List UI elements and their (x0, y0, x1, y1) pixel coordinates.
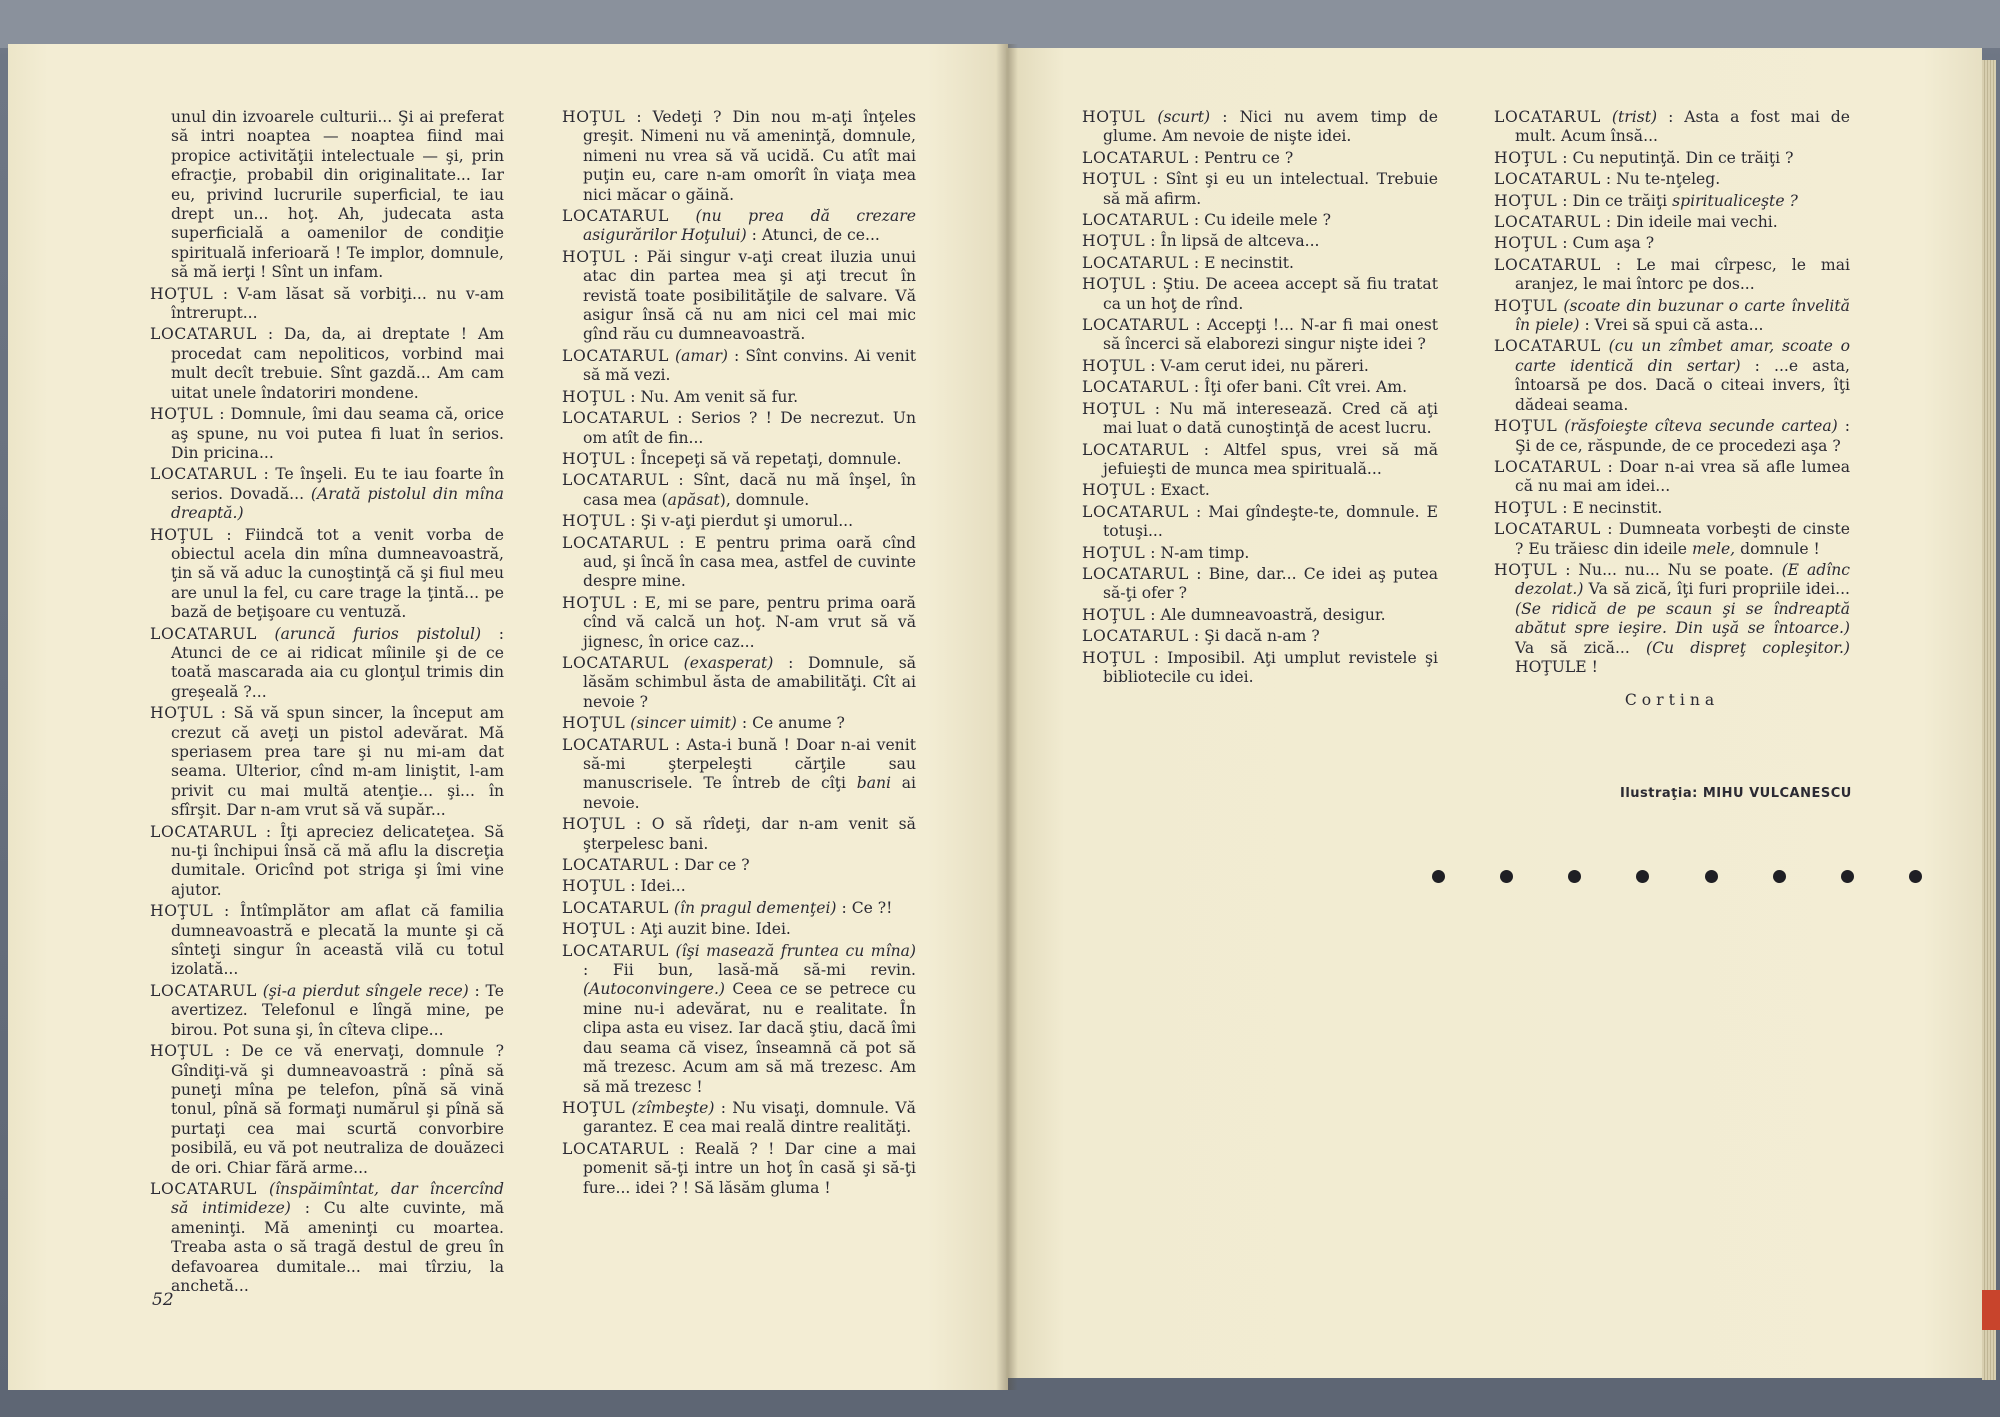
speaker-name: HOŢUL (150, 902, 214, 921)
speaker-name: LOCATARUL (150, 1179, 257, 1198)
dialogue-line (150, 1180, 504, 1296)
dialogue-line (1494, 499, 1850, 518)
dialogue-line (1082, 211, 1438, 230)
dialogue-text: : Ce anume ? (741, 714, 845, 733)
speaker-name: HOŢUL (1494, 498, 1558, 517)
dialogue-text: Va să zică, îţi furi propriile idei... (1583, 580, 1850, 599)
right-column-1 (1082, 108, 1438, 689)
stage-direction: bani (856, 774, 892, 793)
dialogue-text: : Să vă spun sincer, la început am crezut că aveţi un pistol adevărat. Mă speriasem prea tare şi nu mi-am dat seama. Ulterior, cînd m-am liniştit, l-am privit cu mai multă atenţie... şi... în sfîrşit. Dar n-am vrut să vă supăr... (171, 704, 504, 820)
stage-direction: (nu prea dă crezare asigurărilor Hoţului) (583, 207, 916, 245)
speaker-name: HOŢUL (1082, 648, 1146, 667)
dialogue-line (562, 815, 916, 854)
speaker-name: HOŢUL (1082, 170, 1146, 189)
stage-direction: (aruncă furios pistolul) (274, 624, 482, 643)
stage-direction: apăsat (667, 490, 720, 509)
speaker-name: LOCATARUL (1082, 211, 1189, 230)
speaker-name: HOŢUL (562, 387, 626, 406)
dialogue-text: : Cu alte cuvinte, mă ameninţi. Mă ameninţi cu moartea. Treaba asta o să tragă destul de greu în defavoarea dumitale... mai tîrziu, la anchetă... (171, 1199, 504, 1295)
dialogue-line (562, 409, 916, 448)
speaker-name: HOŢUL (562, 108, 626, 126)
speaker-name: HOŢUL (1494, 296, 1558, 315)
dialogue-text: : Fiindcă tot a venit vorba de obiectul acela din mîna dumneavoastră, ţin să vă aduc la cunoştinţă că şi fiul meu are unul la fel, cu care trage la ţintă... pe bază de beţişoare cu ventuză. (171, 525, 504, 622)
dialogue-text: ), domnule. (719, 490, 810, 509)
dialogue-line (1082, 627, 1438, 646)
stage-direction: (Arată pistolul din mîna dreaptă.) (171, 484, 504, 523)
speaker-name: LOCATARUL (150, 981, 257, 1000)
speaker-name: HOŢUL (562, 1098, 626, 1117)
dialogue-text: : E necinstit. (1193, 253, 1294, 272)
speaker-name: HOŢUL (150, 525, 214, 544)
dialogue-text: Va să zică... (1515, 638, 1646, 657)
dot-ornament (1773, 870, 1786, 883)
dialogue-line (1082, 108, 1438, 147)
speaker-name: HOŢUL (1082, 605, 1146, 624)
dialogue-text: domnule ! (1735, 539, 1820, 558)
dot-ornament (1705, 870, 1718, 883)
dialogue-line (1082, 441, 1438, 480)
credit-name: MIHU VULCANESCU (1702, 786, 1852, 801)
dialogue-line (562, 736, 916, 814)
speaker-name: HOŢUL (562, 920, 626, 939)
speaker-name: LOCATARUL (562, 409, 669, 428)
speaker-name: LOCATARUL (1082, 253, 1189, 272)
stage-direction: (scurt) (1157, 108, 1211, 126)
dialogue-text: : Pentru ce ? (1193, 148, 1294, 167)
dialogue-line (1082, 649, 1438, 688)
speaker-name: HOŢUL (562, 714, 626, 733)
stage-direction: (înspăimîntat, dar încercînd să intimideze) (171, 1179, 504, 1218)
book-cover-top (0, 0, 2000, 48)
dialogue-text: : Serios ? ! De necrezut. Un om atît de fin... (583, 409, 916, 447)
dialogue-text: : Imposibil. Aţi umplut revistele şi bibliotecile cu idei. (1103, 648, 1438, 686)
left-column-2 (562, 108, 916, 1200)
dialogue-text: : Doar n-ai vrea să afle lumea că nu mai am idei... (1515, 457, 1850, 496)
dialogue-text: : Ştiu. De aceea accept să fiu tratat ca un hoţ de rînd. (1103, 275, 1438, 313)
dialogue-line (150, 325, 504, 403)
dialogue-line (562, 920, 916, 939)
dot-ornament (1432, 870, 1445, 883)
illustration-credit (1620, 786, 1852, 801)
dialogue-text: : Atunci, de ce... (751, 226, 880, 245)
credit-label: Ilustraţia: (1620, 786, 1698, 801)
speaker-name: LOCATARUL (562, 856, 669, 875)
dialogue-text: : O să rîdeţi, dar n-am venit să şterpelesc bani. (583, 815, 916, 853)
dialogue-line (562, 534, 916, 592)
dialogue-text: : Cu neputinţă. Din ce trăiţi ? (1562, 148, 1794, 167)
dialogue-line (1082, 149, 1438, 168)
speaker-name: HOŢUL (1494, 417, 1558, 436)
stage-direction: (Cu dispreţ copleşitor.) (1645, 638, 1850, 657)
dialogue-text: : Vedeţi ? Din nou m-aţi înţeles greşit. Nimeni nu vă ameninţă, domnule, nimeni nu vrea să vă ucidă. Cu atît mai puţin eu, care n-am omorît în viaţa mea nici măcar o găină. (583, 108, 916, 204)
book-gutter (996, 44, 1018, 1390)
speaker-name: LOCATARUL (1082, 440, 1189, 459)
dialogue-text: : Reală ? ! Dar cine a mai pomenit să-ţi intre un hoţ în casă şi să-ţi fure... idei ? ! Să lăsăm gluma ! (583, 1139, 916, 1197)
speaker-name: HOŢUL (562, 247, 626, 266)
dialogue-line (562, 877, 916, 896)
dialogue-text: Ceea ce se petrece cu mine nu-i adevărat, nu e realitate. În clipa asta eu visez. Iar dacă ştiu, dacă îmi dau seama că visez, înseamnă că pot să mă trezesc. Acum am să mă trezesc. Am să mă trezesc ! (583, 980, 916, 1096)
dialogue-line (150, 625, 504, 703)
stage-direction: (răsfoieşte cîteva secunde cartea) (1564, 417, 1838, 436)
stage-direction: (trist) (1611, 108, 1658, 126)
dialogue-line (562, 347, 916, 386)
dialogue-text: : Asta-i bună ! Doar n-ai venit să-mi şterpeleşti cărţile sau manuscrisele. Te întreb de cîţi (583, 735, 916, 793)
right-column-2 (1494, 108, 1850, 711)
stage-direction: (E adînc dezolat.) (1515, 560, 1851, 599)
dialogue-line (562, 1140, 916, 1198)
dialogue-text: : Ale dumneavoastră, desigur. (1150, 605, 1386, 624)
dialogue-line (150, 704, 504, 820)
dialogue-text: : Vrei să spui că asta... (1584, 316, 1764, 335)
stage-direction: (Autoconvingere.) (583, 980, 725, 999)
speaker-name: HOŢUL (1082, 275, 1146, 294)
stage-direction: (zîmbeşte) (631, 1098, 715, 1117)
speaker-name: HOŢUL (150, 405, 214, 424)
dialogue-line (1494, 256, 1850, 295)
dialogue-text: : Cum aşa ? (1562, 234, 1655, 253)
speaker-name: LOCATARUL (1494, 255, 1601, 274)
dialogue-line (1082, 254, 1438, 273)
speaker-name: LOCATARUL (562, 653, 669, 672)
speaker-name: HOŢUL (1082, 481, 1146, 500)
dialogue-line (150, 902, 504, 980)
speaker-name: LOCATARUL (150, 822, 257, 841)
dialogue-text: : Nu visaţi, domnule. Vă garantez. E cea mai reală dintre realităţi. (583, 1098, 916, 1137)
dialogue-line (562, 512, 916, 531)
dialogue-line (150, 823, 504, 901)
dialogue-text: : E necinstit. (1562, 498, 1663, 517)
dialogue-line (150, 405, 504, 463)
page-edges (1982, 60, 1996, 1380)
speaker-name: LOCATARUL (562, 533, 669, 552)
speaker-name: HOŢUL (150, 1042, 214, 1061)
dialogue-line (1082, 503, 1438, 542)
speaker-name: LOCATARUL (1082, 148, 1189, 167)
dialogue-text: : Întîmplător am aflat că familia dumneavoastră e plecată la munte şi că sînteţi singur în această vilă cu totul izolată... (171, 902, 504, 979)
dialogue-text: : E, mi se pare, pentru prima oară cînd vă calcă un hoţ. N-am vrut să vă jignesc, în orice caz... (583, 593, 916, 651)
speaker-name: LOCATARUL (1082, 316, 1189, 335)
dialogue-line (562, 1099, 916, 1138)
speaker-name: HOŢUL (562, 815, 626, 834)
dialogue-text: : Din ce trăiţi (1562, 191, 1673, 210)
dialogue-line (150, 1042, 504, 1178)
dialogue-line (562, 248, 916, 345)
speaker-name: HOŢUL (1494, 560, 1558, 579)
dialogue-line (150, 465, 504, 523)
dialogue-text: : Da, da, ai dreptate ! Am procedat cam nepoliticos, vorbind mai mult decît trebuie. Sînt gazdă... Am cam uitat unele îndatoriri mondene. (171, 325, 504, 402)
dot-ornament (1909, 870, 1922, 883)
speaker-name: HOŢUL (150, 704, 214, 723)
stage-direction: spiritualiceşte ? (1672, 191, 1798, 210)
stage-direction: (în pragul demenţei) (673, 898, 837, 917)
dialogue-text: : Nu te-nţeleg. (1605, 170, 1721, 189)
dialogue-line (1494, 234, 1850, 253)
dialogue-text: : Exact. (1150, 481, 1210, 500)
stage-direction: (sincer uimit) (630, 714, 737, 733)
dialogue-text: : Îţi apreciez delicateţea. Să nu-ţi închipui însă că mă aflu la discreţia dumitale. Oricînd pot striga şi îmi vine ajutor. (171, 822, 504, 899)
dot-ornament (1568, 870, 1581, 883)
dialogue-text: : Mai gîndeşte-te, domnule. E totuşi... (1103, 502, 1438, 541)
dialogue-line (562, 942, 916, 1097)
dialogue-text: : Cu ideile mele ? (1193, 211, 1331, 230)
speaker-name: HOŢUL (562, 449, 626, 468)
dialogue-line (1082, 316, 1438, 355)
dialogue-text: : Păi singur v-aţi creat iluzia unui atac din partea mea şi aţi trecut în revistă toate posibilităţile de salvare. Vă asigur însă că nu am nici cel mai mic gînd rău cu dumneavoastră. (583, 247, 916, 344)
dialogue-text: : Te înşeli. Eu te iau foarte în serios. Dovadă... (171, 465, 504, 503)
speaker-name: HOŢUL (1082, 232, 1146, 251)
speaker-name: HOŢUL (1082, 108, 1146, 126)
dialogue-line (1494, 170, 1850, 189)
speaker-name: LOCATARUL (562, 1139, 669, 1158)
speaker-name: LOCATARUL (1082, 502, 1189, 521)
dialogue-text: : Ce ?! (841, 898, 893, 917)
speaker-name: LOCATARUL (1082, 378, 1189, 397)
dialogue-text: : Nu. Am venit să fur. (630, 387, 799, 406)
speaker-name: LOCATARUL (150, 465, 257, 484)
dialogue-line (150, 982, 504, 1040)
dialogue-line (562, 594, 916, 652)
dialogue-line (150, 285, 504, 324)
speaker-name: HOŢUL (562, 593, 626, 612)
dialogue-text: : Nu mă interesează. Cred că aţi mai luat o dată cunoştinţă de acest lucru. (1103, 399, 1438, 438)
stage-direction: (exasperat) (683, 653, 774, 672)
speaker-name: LOCATARUL (562, 898, 669, 917)
dialogue-text: : V-am lăsat să vorbiţi... nu v-am întrerupt... (171, 284, 504, 323)
dialogue-text: : ...e asta, întoarsă pe dos. Dacă o citeai invers, îţi dădeai seama. (1515, 356, 1850, 414)
dialogue-text: : Idei... (630, 877, 686, 896)
speaker-name: HOŢUL (1082, 399, 1146, 418)
dialogue-line (1494, 417, 1850, 456)
dialogue-line (1082, 606, 1438, 625)
speaker-name: LOCATARUL (150, 325, 257, 344)
dialogue-line (150, 526, 504, 623)
stage-direction: (scoate din buzunar o carte învelită în piele) (1515, 296, 1850, 335)
dialogue-line (1082, 275, 1438, 314)
speaker-name: LOCATARUL (562, 471, 669, 490)
bookmark-tab (1982, 1290, 2000, 1330)
stage-direction: (cu un zîmbet amar, scoate o carte identică din sertar) (1515, 337, 1850, 375)
dialogue-line (1494, 520, 1850, 559)
dialogue-text: : Sînt convins. Ai venit să mă vezi. (583, 346, 916, 385)
speaker-name: LOCATARUL (1082, 564, 1189, 583)
speaker-name: LOCATARUL (1082, 627, 1189, 646)
dialogue-text: : Din ideile mai vechi. (1605, 213, 1778, 232)
speaker-name: LOCATARUL (1494, 337, 1601, 356)
dialogue-line (562, 856, 916, 875)
dialogue-text: : Începeţi să vă repetaţi, domnule. (630, 449, 902, 468)
dialogue-line (562, 108, 916, 205)
dialogue-text: : Şi dacă n-am ? (1193, 627, 1320, 646)
dialogue-line (562, 388, 916, 407)
dialogue-text: : Sînt şi eu un intelectual. Trebuie să mă afirm. (1103, 170, 1438, 208)
dialogue-text: HOŢULE ! (1515, 657, 1598, 676)
dialogue-text: ai nevoie. (583, 774, 916, 812)
dialogue-line (1494, 561, 1850, 677)
dialogue-line (1082, 400, 1438, 439)
dot-ornament (1500, 870, 1513, 883)
dialogue-text: : Nici nu avem timp de glume. Am nevoie de nişte idei. (1103, 108, 1438, 146)
dialogue-text: : Dar ce ? (673, 856, 750, 875)
speaker-name: HOŢUL (562, 512, 626, 531)
speaker-name: LOCATARUL (562, 346, 669, 365)
dialogue-line (1494, 458, 1850, 497)
speaker-name: LOCATARUL (562, 207, 669, 226)
dialogue-line (1494, 337, 1850, 415)
stage-direction: (îşi masează fruntea cu mîna) (675, 941, 916, 960)
speaker-name: HOŢUL (1082, 543, 1146, 562)
dialogue-text: : E pentru prima oară cînd aud, şi încă în casa mea, astfel de cuvinte despre mine. (583, 533, 916, 591)
stage-direction: (şi-a pierdut sîngele rece) (262, 981, 469, 1000)
dialogue-text: : Domnule, să lăsăm schimbul ăsta de amabilităţi. Cît ai nevoie ? (583, 653, 916, 711)
dialogue-text: : Domnule, îmi dau seama că, orice aş spune, nu voi putea fi luat în serios. Din pricina... (171, 405, 504, 462)
dialogue-line (562, 450, 916, 469)
dialogue-text: : Le mai cîrpesc, le mai aranjez, le mai întorc pe dos... (1515, 255, 1850, 294)
speaker-name: LOCATARUL (150, 624, 257, 643)
dialogue-line (1082, 170, 1438, 209)
speaker-name: LOCATARUL (1494, 457, 1601, 476)
dialogue-text: : Bine, dar... Ce idei aş putea să-ţi ofer ? (1103, 564, 1438, 603)
speaker-name: HOŢUL (1494, 191, 1558, 210)
dialogue-text: : Dumneata vorbeşti de cinste ? Eu trăiesc din ideile (1515, 520, 1850, 558)
dialogue-line (150, 108, 504, 283)
speaker-name: LOCATARUL (1494, 108, 1601, 126)
dialogue-text: : Asta a fost mai de mult. Acum însă... (1515, 108, 1851, 146)
speaker-name: HOŢUL (1494, 148, 1558, 167)
speaker-name: LOCATARUL (562, 735, 669, 754)
dot-ornament (1636, 870, 1649, 883)
dialogue-text: : Accepţi !... N-ar fi mai onest să încerci să elaborezi singur nişte idei ? (1103, 316, 1439, 354)
dialogue-line (1082, 481, 1438, 500)
stage-direction: (amar) (674, 346, 728, 365)
dialogue-line (1082, 357, 1438, 376)
curtain-line: Cortina (1624, 691, 1720, 710)
speaker-name: HOŢUL (562, 877, 626, 896)
dialogue-text: : De ce vă enervaţi, domnule ? Gîndiţi-vă şi dumneavoastră : pînă să puneţi mîna pe telefon, pînă să vină tonul, pînă să formaţi numărul şi pînă să purtaţi cea mai scurtă convorbire posibilă, eu vă pot neutraliza de douăzeci de ori. Chiar fără arme... (171, 1042, 504, 1177)
dialogue-text: : Şi de ce, răspunde, de ce procedezi aşa ? (1515, 417, 1850, 455)
dialogue-line (1082, 565, 1438, 604)
dialogue-line (562, 654, 916, 712)
dialogue-line (1494, 297, 1850, 336)
speaker-name: LOCATARUL (1494, 520, 1601, 539)
dialogue-line (562, 899, 916, 918)
dialogue-line (562, 471, 916, 510)
dialogue-text: : Îţi ofer bani. Cît vrei. Am. (1193, 378, 1408, 397)
dialogue-text: : Fii bun, lasă-mă să-mi revin. (583, 961, 916, 980)
dialogue-text: : V-am cerut idei, nu păreri. (1150, 356, 1369, 375)
dialogue-text: : Aţi auzit bine. Idei. (630, 920, 791, 939)
stage-direction: mele, (1691, 539, 1736, 558)
dialogue-line (1494, 213, 1850, 232)
decorative-dot-row (1432, 870, 1922, 883)
speaker-name: HOŢUL (1494, 234, 1558, 253)
speaker-name: HOŢUL (1082, 356, 1146, 375)
dialogue-text: : Şi v-aţi pierdut şi umorul... (630, 512, 854, 531)
dialogue-line (1494, 192, 1850, 211)
dialogue-line (1082, 544, 1438, 563)
speaker-name: LOCATARUL (1494, 170, 1601, 189)
dot-ornament (1841, 870, 1854, 883)
dialogue-line (562, 714, 916, 733)
speaker-name: LOCATARUL (562, 941, 669, 960)
dialogue-text: : Te avertizez. Telefonul e lîngă mine, pe birou. Pot suna şi, în cîteva clipe... (171, 981, 504, 1039)
dialogue-text: unul din izvoarele culturii... Şi ai preferat să intri noaptea — noaptea fiind mai propice activităţii intelectuale — şi, prin efracţie, probabil din originalitate... Iar eu, privind lucrurile superficial, te iau drept un... hoţ. Ah, judecata asta superficială a oamenilor de condiţie spirituală inferioară ! Te implor, domnule, să mă ierţi ! Sînt un infam. (171, 108, 504, 282)
dialogue-text: : În lipsă de altceva... (1150, 232, 1320, 251)
dialogue-text: : Nu... nu... Nu se poate. (1565, 560, 1782, 579)
dialogue-line (1082, 378, 1438, 397)
dialogue-text: : N-am timp. (1150, 543, 1250, 562)
speaker-name: HOŢUL (150, 284, 214, 303)
dialogue-line (1082, 232, 1438, 251)
left-column-1 (150, 108, 504, 1298)
dialogue-line (1494, 108, 1850, 147)
dialogue-text: : Sînt, dacă nu mă înşel, în casa mea ( (583, 471, 916, 509)
dialogue-line (562, 207, 916, 246)
stage-direction: (Se ridică de pe scaun şi se îndreaptă abătut spre ieşire. Din uşă se întoarce.) (1515, 599, 1850, 638)
page-number: 52 (152, 1290, 174, 1310)
dialogue-text: : Atunci de ce ai ridicat mîinile şi de ce toată mascarada aia cu glonţul trimis din greşeală ?... (171, 624, 504, 701)
speaker-name: LOCATARUL (1494, 213, 1601, 232)
dialogue-text: : Altfel spus, vrei să mă jefuieşti de munca mea spirituală... (1103, 440, 1438, 478)
dialogue-line (1494, 149, 1850, 168)
